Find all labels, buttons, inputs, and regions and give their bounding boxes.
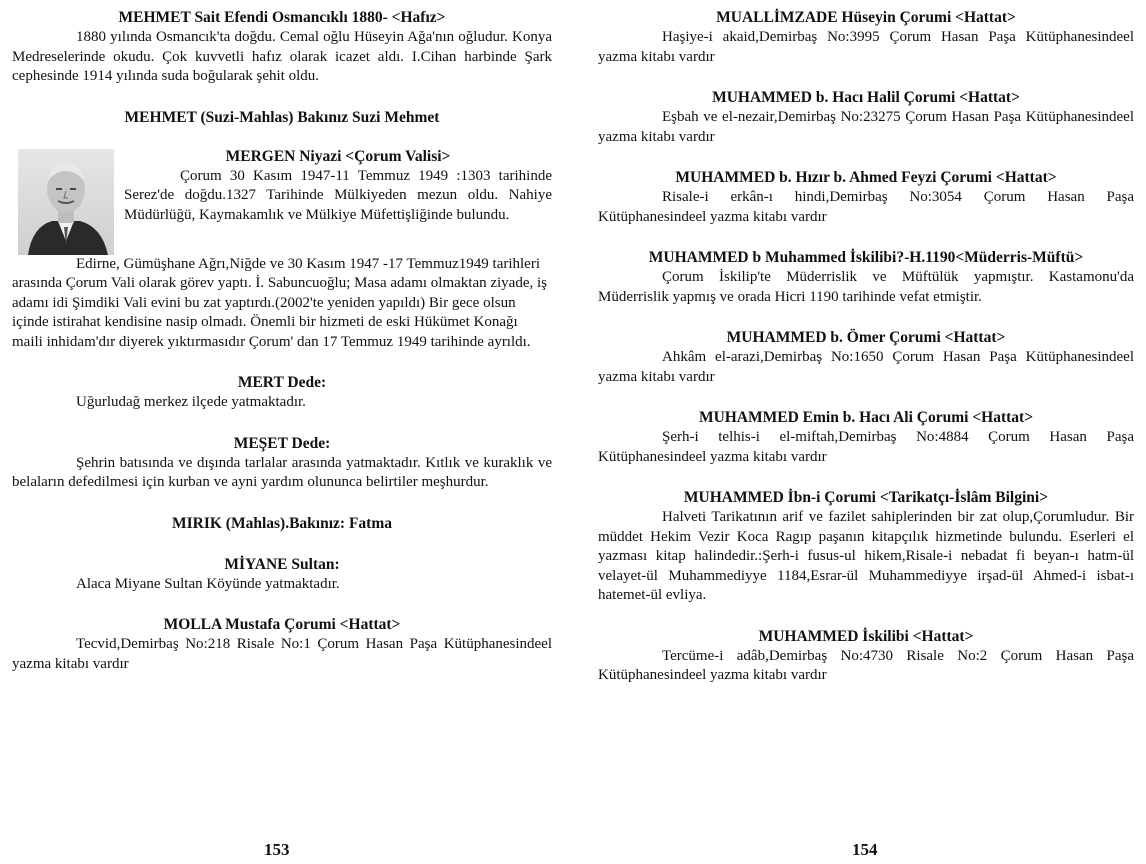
entry-text: Tecvid,Demirbaş No:218 Risale No:1 Çorum Hasan Paşa Kütüphanesindeel yazma kitabı vardır xyxy=(12,636,552,672)
left-page-column xyxy=(12,8,552,695)
entry-meset-dede xyxy=(12,434,552,493)
entry-text: Halveti Tarikatının arif ve fazilet sahiplerinden bir zat olup,Çorumludur. Bir müddet Hekim Vezir Koca Ragıp paşanın kitapçılık hizmetinde bulundu. Eserleri el yazması kitap halindedir.:Şerh-i fusus-ul hikem,Risale-i nebadat fi beyan-ı hatm-ül velayet-ül Muhammediyye 1184,Esrar-ül Muhammediyye irşad-ül Ahmed-i isbat-ı hatemet-ül evliya. xyxy=(598,509,1134,603)
entry-mirik xyxy=(12,514,552,534)
entry-muhammed-hizir xyxy=(598,168,1134,227)
entry-title: MUHAMMED İskilibi <Hattat> xyxy=(758,627,974,645)
entry-title: MUHAMMED Emin b. Hacı Ali Çorumi <Hattat> xyxy=(698,409,1034,426)
entry-miyane-sultan xyxy=(12,555,552,595)
entry-title: MUHAMMED b. Ömer Çorumi <Hattat> xyxy=(726,329,1006,346)
entry-title: MİYANE Sultan: xyxy=(224,555,340,573)
entry-text: Haşiye-i akaid,Demirbaş No:3995 Çorum Hasan Paşa Kütüphanesindeel yazma kitabı vardır xyxy=(598,29,1134,65)
entry-title: MUHAMMED İbn-i Çorumi <Tarikatçı-İslâm Bilgini> xyxy=(683,489,1049,506)
entry-mergen-niyazi xyxy=(12,147,552,353)
entry-mert-dede xyxy=(12,373,552,413)
entry-text: Şehrin batısında ve dışında tarlalar arasında yatmaktadır. Kıtlık ve kuraklık ve belaların defedilmesi için kurban ve ayni yardım olununca belirtiler meşhurdur. xyxy=(12,454,552,490)
entry-text: Şerh-i telhis-i el-miftah,Demirbaş No:4884 Çorum Hasan Paşa Kütüphanesindeel yazma kitabı vardır xyxy=(598,429,1134,465)
entry-text: Çorum 30 Kasım 1947-11 Temmuz 1949 :1303 tarihinde Serez'de doğdu.1327 Tarihinde Mülkiyeden mezun oldu. Nahiye Müdürlüğü, Kaymakamlık ve Mülkiye Müfettişliğinde bulundu. xyxy=(124,167,552,223)
entry-text: Çorum İskilip'te Müderrislik ve Müftülük yapmıştır. Kastamonu'da Müderrislik yapmış ve orada Hicri 1190 tarihinde vefat etmiştir. xyxy=(598,269,1134,305)
entry-title: MUHAMMED b Muhammed İskilibi?-H.1190<Müderris-Müftü> xyxy=(648,249,1084,266)
entry-title: MERT Dede: xyxy=(237,374,327,391)
entry-title: MERGEN Niyazi <Çorum Valisi> xyxy=(225,147,451,165)
entry-text: Eşbah ve el-nezair,Demirbaş No:23275 Çorum Hasan Paşa Kütüphanesindeel yazma kitabı vardır xyxy=(598,109,1134,145)
entry-title: MUHAMMED b. Hızır b. Ahmed Feyzi Çorumi <Hattat> xyxy=(675,169,1057,186)
entry-title: MEHMET (Suzi-Mahlas) Bakınız Suzi Mehmet xyxy=(124,108,440,126)
entry-text: Alaca Miyane Sultan Köyünde yatmaktadır. xyxy=(76,575,340,592)
entry-text: Risale-i erkân-ı hindi,Demirbaş No:3054 Çorum Hasan Paşa Kütüphanesindeel yazma kitabı vardır xyxy=(598,189,1134,225)
right-page-column xyxy=(598,8,1134,707)
entry-mehmet-suzi xyxy=(12,108,552,128)
entry-muhammed-haci-halil xyxy=(598,88,1134,147)
page-number-left: 153 xyxy=(264,840,290,859)
entry-muhammed-ibn-i-corumi xyxy=(598,488,1134,606)
entry-text: Ahkâm el-arazi,Demirbaş No:1650 Çorum Hasan Paşa Kütüphanesindeel yazma kitabı vardır xyxy=(598,349,1134,385)
entry-mehmet-sait xyxy=(12,8,552,87)
entry-muhammed-iskilibi-mudderis xyxy=(598,248,1134,307)
entry-text: Tercüme-i adâb,Demirbaş No:4730 Risale No:2 Çorum Hasan Paşa Kütüphanesindeel yazma kitabı vardır xyxy=(598,647,1134,683)
entry-muhammed-emin xyxy=(598,408,1134,467)
entry-title: MOLLA Mustafa Çorumi <Hattat> xyxy=(163,616,401,633)
entry-title: MEŞET Dede: xyxy=(233,434,331,452)
entry-text-continued: Edirne, Gümüşhane Ağrı,Niğde ve 30 Kasım 1947 -17 Temmuz1949 tarihleri arasında Çorum Vali olarak görev yaptı. İ. Sabuncuoğlu; Masa adamı olmaktan ziyade, iş adamı idi Şimdiki Vali evini bu zat yaptırdı.(2002'te yeniden yapıldı) Bir gece olsun içinde istirahat kendisine nasip olmadı. Önemli bir hizmeti de eski Hükümet Konağı maili inhidam'dır diyerek yıktırmasıdır Çorum' dan 17 Temmuz 1949 tarihinde ayrıldı. xyxy=(12,255,547,350)
entry-muallimzade xyxy=(598,8,1134,67)
entry-title: MEHMET Sait Efendi Osmancıklı 1880- <Hafız> xyxy=(118,9,446,26)
entry-text: Uğurludağ merkez ilçede yatmaktadır. xyxy=(76,394,306,410)
entry-title: MUALLİMZADE Hüseyin Çorumi <Hattat> xyxy=(716,9,1016,26)
entry-muhammed-iskilibi-hattat xyxy=(598,627,1134,686)
entry-muhammed-omer xyxy=(598,328,1134,387)
entry-text: 1880 yılında Osmancık'ta doğdu. Cemal oğlu Hüseyin Ağa'nın oğludur. Konya Medreselerinde okudu. Çok kuvvetli hafız olarak icazet aldı. I.Cihan harbinde Şark cephesinde 1914 yılında suda boğularak şehit oldu. xyxy=(12,29,552,84)
entry-title: MUHAMMED b. Hacı Halil Çorumi <Hattat> xyxy=(712,89,1020,106)
entry-title: MIRIK (Mahlas).Bakınız: Fatma xyxy=(171,514,392,532)
entry-molla-mustafa xyxy=(12,615,552,674)
page-number-right: 154 xyxy=(852,840,878,859)
portrait-photo xyxy=(18,149,114,255)
